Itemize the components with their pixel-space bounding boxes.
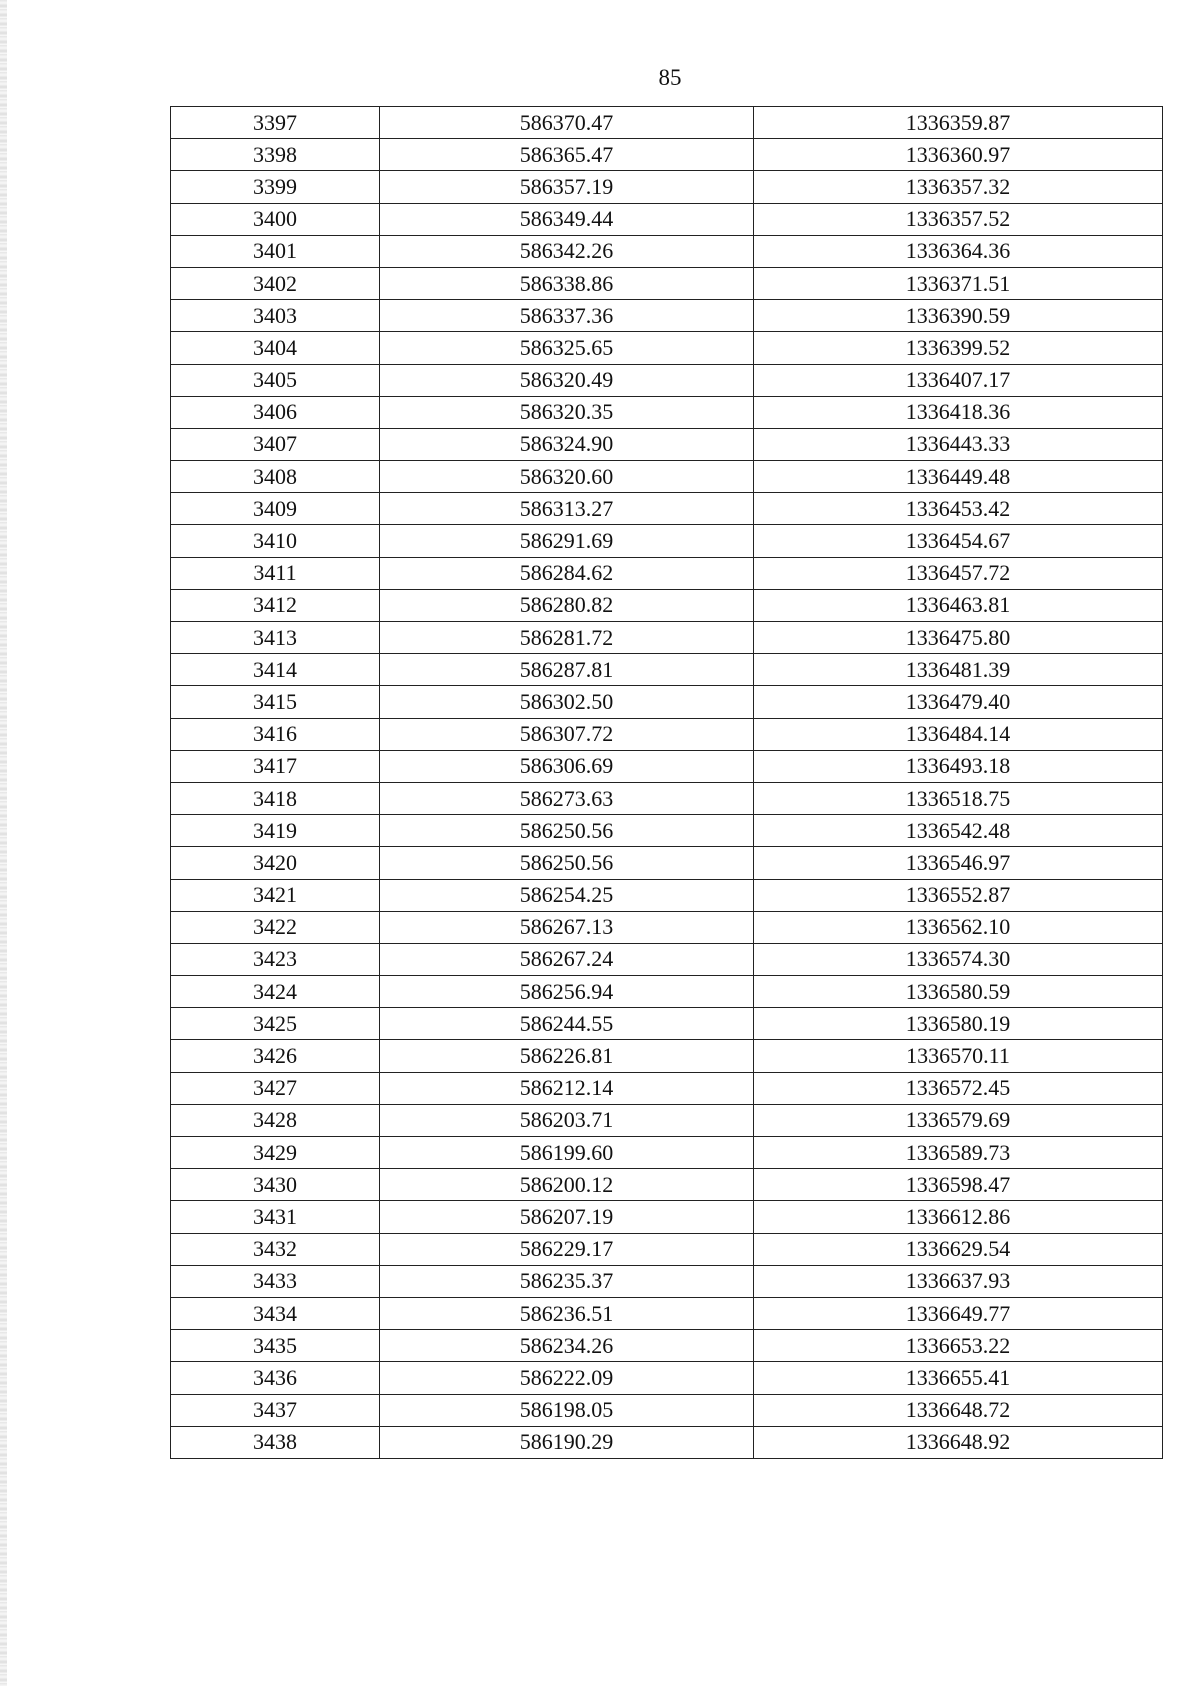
point-number-cell: 3411 [171, 557, 380, 589]
point-number-cell: 3430 [171, 1169, 380, 1201]
table-row [171, 1040, 1163, 1072]
table-row [171, 718, 1163, 750]
table-row [171, 976, 1163, 1008]
point-number-cell: 3406 [171, 396, 380, 428]
point-number-cell: 3418 [171, 782, 380, 814]
x-coordinate-cell: 586307.72 [380, 718, 754, 750]
coordinate-table-body [171, 107, 1163, 1459]
table-row [171, 750, 1163, 782]
x-coordinate-cell: 586212.14 [380, 1072, 754, 1104]
point-number-cell: 3419 [171, 815, 380, 847]
y-coordinate-cell: 1336653.22 [754, 1330, 1163, 1362]
table-row [171, 879, 1163, 911]
table-row [171, 622, 1163, 654]
x-coordinate-cell: 586207.19 [380, 1201, 754, 1233]
y-coordinate-cell: 1336655.41 [754, 1362, 1163, 1394]
point-number-cell: 3400 [171, 203, 380, 235]
x-coordinate-cell: 586287.81 [380, 654, 754, 686]
table-row [171, 1137, 1163, 1169]
x-coordinate-cell: 586199.60 [380, 1137, 754, 1169]
x-coordinate-cell: 586281.72 [380, 622, 754, 654]
y-coordinate-cell: 1336359.87 [754, 107, 1163, 139]
y-coordinate-cell: 1336518.75 [754, 782, 1163, 814]
x-coordinate-cell: 586324.90 [380, 428, 754, 460]
point-number-cell: 3407 [171, 428, 380, 460]
y-coordinate-cell: 1336457.72 [754, 557, 1163, 589]
y-coordinate-cell: 1336481.39 [754, 654, 1163, 686]
x-coordinate-cell: 586267.24 [380, 943, 754, 975]
table-row [171, 107, 1163, 139]
y-coordinate-cell: 1336552.87 [754, 879, 1163, 911]
y-coordinate-cell: 1336371.51 [754, 267, 1163, 299]
table-row [171, 139, 1163, 171]
table-row [171, 203, 1163, 235]
y-coordinate-cell: 1336648.92 [754, 1426, 1163, 1458]
x-coordinate-cell: 586291.69 [380, 525, 754, 557]
table-row [171, 171, 1163, 203]
point-number-cell: 3412 [171, 589, 380, 621]
y-coordinate-cell: 1336580.59 [754, 976, 1163, 1008]
x-coordinate-cell: 586244.55 [380, 1008, 754, 1040]
point-number-cell: 3424 [171, 976, 380, 1008]
y-coordinate-cell: 1336648.72 [754, 1394, 1163, 1426]
point-number-cell: 3416 [171, 718, 380, 750]
point-number-cell: 3401 [171, 235, 380, 267]
table-row [171, 1233, 1163, 1265]
x-coordinate-cell: 586190.29 [380, 1426, 754, 1458]
y-coordinate-cell: 1336390.59 [754, 300, 1163, 332]
y-coordinate-cell: 1336580.19 [754, 1008, 1163, 1040]
y-coordinate-cell: 1336493.18 [754, 750, 1163, 782]
point-number-cell: 3414 [171, 654, 380, 686]
x-coordinate-cell: 586365.47 [380, 139, 754, 171]
point-number-cell: 3415 [171, 686, 380, 718]
coordinate-table [170, 106, 1163, 1459]
point-number-cell: 3427 [171, 1072, 380, 1104]
table-row [171, 1104, 1163, 1136]
table-row [171, 654, 1163, 686]
table-row [171, 589, 1163, 621]
table-row [171, 396, 1163, 428]
point-number-cell: 3399 [171, 171, 380, 203]
point-number-cell: 3436 [171, 1362, 380, 1394]
table-row [171, 1394, 1163, 1426]
point-number-cell: 3433 [171, 1265, 380, 1297]
y-coordinate-cell: 1336637.93 [754, 1265, 1163, 1297]
table-row [171, 235, 1163, 267]
point-number-cell: 3402 [171, 267, 380, 299]
x-coordinate-cell: 586370.47 [380, 107, 754, 139]
table-row [171, 1426, 1163, 1458]
point-number-cell: 3438 [171, 1426, 380, 1458]
table-row [171, 1072, 1163, 1104]
y-coordinate-cell: 1336579.69 [754, 1104, 1163, 1136]
scan-edge-artifact [0, 0, 7, 1686]
y-coordinate-cell: 1336546.97 [754, 847, 1163, 879]
y-coordinate-cell: 1336453.42 [754, 493, 1163, 525]
x-coordinate-cell: 586226.81 [380, 1040, 754, 1072]
x-coordinate-cell: 586357.19 [380, 171, 754, 203]
point-number-cell: 3432 [171, 1233, 380, 1265]
table-row [171, 782, 1163, 814]
x-coordinate-cell: 586342.26 [380, 235, 754, 267]
point-number-cell: 3437 [171, 1394, 380, 1426]
y-coordinate-cell: 1336570.11 [754, 1040, 1163, 1072]
x-coordinate-cell: 586200.12 [380, 1169, 754, 1201]
page-number: 85 [658, 65, 682, 90]
x-coordinate-cell: 586273.63 [380, 782, 754, 814]
x-coordinate-cell: 586203.71 [380, 1104, 754, 1136]
point-number-cell: 3398 [171, 139, 380, 171]
y-coordinate-cell: 1336479.40 [754, 686, 1163, 718]
table-row [171, 300, 1163, 332]
x-coordinate-cell: 586306.69 [380, 750, 754, 782]
y-coordinate-cell: 1336454.67 [754, 525, 1163, 557]
table-row [171, 557, 1163, 589]
x-coordinate-cell: 586198.05 [380, 1394, 754, 1426]
y-coordinate-cell: 1336364.36 [754, 235, 1163, 267]
table-row [171, 911, 1163, 943]
point-number-cell: 3425 [171, 1008, 380, 1040]
x-coordinate-cell: 586349.44 [380, 203, 754, 235]
point-number-cell: 3422 [171, 911, 380, 943]
table-row [171, 461, 1163, 493]
y-coordinate-cell: 1336574.30 [754, 943, 1163, 975]
table-row [171, 1008, 1163, 1040]
y-coordinate-cell: 1336542.48 [754, 815, 1163, 847]
x-coordinate-cell: 586267.13 [380, 911, 754, 943]
y-coordinate-cell: 1336562.10 [754, 911, 1163, 943]
x-coordinate-cell: 586222.09 [380, 1362, 754, 1394]
point-number-cell: 3429 [171, 1137, 380, 1169]
x-coordinate-cell: 586337.36 [380, 300, 754, 332]
y-coordinate-cell: 1336357.32 [754, 171, 1163, 203]
table-row [171, 267, 1163, 299]
point-number-cell: 3403 [171, 300, 380, 332]
point-number-cell: 3431 [171, 1201, 380, 1233]
table-row [171, 1201, 1163, 1233]
point-number-cell: 3421 [171, 879, 380, 911]
x-coordinate-cell: 586325.65 [380, 332, 754, 364]
y-coordinate-cell: 1336463.81 [754, 589, 1163, 621]
table-row [171, 525, 1163, 557]
y-coordinate-cell: 1336475.80 [754, 622, 1163, 654]
x-coordinate-cell: 586229.17 [380, 1233, 754, 1265]
table-row [171, 1330, 1163, 1362]
table-row [171, 1265, 1163, 1297]
table-row [171, 943, 1163, 975]
x-coordinate-cell: 586320.49 [380, 364, 754, 396]
x-coordinate-cell: 586280.82 [380, 589, 754, 621]
point-number-cell: 3434 [171, 1297, 380, 1329]
point-number-cell: 3404 [171, 332, 380, 364]
point-number-cell: 3423 [171, 943, 380, 975]
y-coordinate-cell: 1336612.86 [754, 1201, 1163, 1233]
point-number-cell: 3408 [171, 461, 380, 493]
x-coordinate-cell: 586284.62 [380, 557, 754, 589]
point-number-cell: 3428 [171, 1104, 380, 1136]
y-coordinate-cell: 1336598.47 [754, 1169, 1163, 1201]
table-row [171, 1362, 1163, 1394]
point-number-cell: 3435 [171, 1330, 380, 1362]
y-coordinate-cell: 1336449.48 [754, 461, 1163, 493]
y-coordinate-cell: 1336629.54 [754, 1233, 1163, 1265]
table-row [171, 332, 1163, 364]
table-row [171, 428, 1163, 460]
point-number-cell: 3426 [171, 1040, 380, 1072]
point-number-cell: 3413 [171, 622, 380, 654]
x-coordinate-cell: 586313.27 [380, 493, 754, 525]
point-number-cell: 3410 [171, 525, 380, 557]
table-row [171, 815, 1163, 847]
x-coordinate-cell: 586254.25 [380, 879, 754, 911]
x-coordinate-cell: 586235.37 [380, 1265, 754, 1297]
x-coordinate-cell: 586256.94 [380, 976, 754, 1008]
point-number-cell: 3405 [171, 364, 380, 396]
x-coordinate-cell: 586320.60 [380, 461, 754, 493]
table-row [171, 1169, 1163, 1201]
point-number-cell: 3417 [171, 750, 380, 782]
y-coordinate-cell: 1336443.33 [754, 428, 1163, 460]
table-row [171, 364, 1163, 396]
y-coordinate-cell: 1336589.73 [754, 1137, 1163, 1169]
y-coordinate-cell: 1336360.97 [754, 139, 1163, 171]
table-row [171, 493, 1163, 525]
y-coordinate-cell: 1336399.52 [754, 332, 1163, 364]
table-row [171, 847, 1163, 879]
y-coordinate-cell: 1336418.36 [754, 396, 1163, 428]
x-coordinate-cell: 586250.56 [380, 847, 754, 879]
y-coordinate-cell: 1336484.14 [754, 718, 1163, 750]
table-row [171, 686, 1163, 718]
point-number-cell: 3420 [171, 847, 380, 879]
x-coordinate-cell: 586234.26 [380, 1330, 754, 1362]
point-number-cell: 3409 [171, 493, 380, 525]
point-number-cell: 3397 [171, 107, 380, 139]
x-coordinate-cell: 586250.56 [380, 815, 754, 847]
x-coordinate-cell: 586320.35 [380, 396, 754, 428]
table-row [171, 1297, 1163, 1329]
y-coordinate-cell: 1336407.17 [754, 364, 1163, 396]
y-coordinate-cell: 1336357.52 [754, 203, 1163, 235]
x-coordinate-cell: 586338.86 [380, 267, 754, 299]
y-coordinate-cell: 1336572.45 [754, 1072, 1163, 1104]
y-coordinate-cell: 1336649.77 [754, 1297, 1163, 1329]
x-coordinate-cell: 586302.50 [380, 686, 754, 718]
x-coordinate-cell: 586236.51 [380, 1297, 754, 1329]
